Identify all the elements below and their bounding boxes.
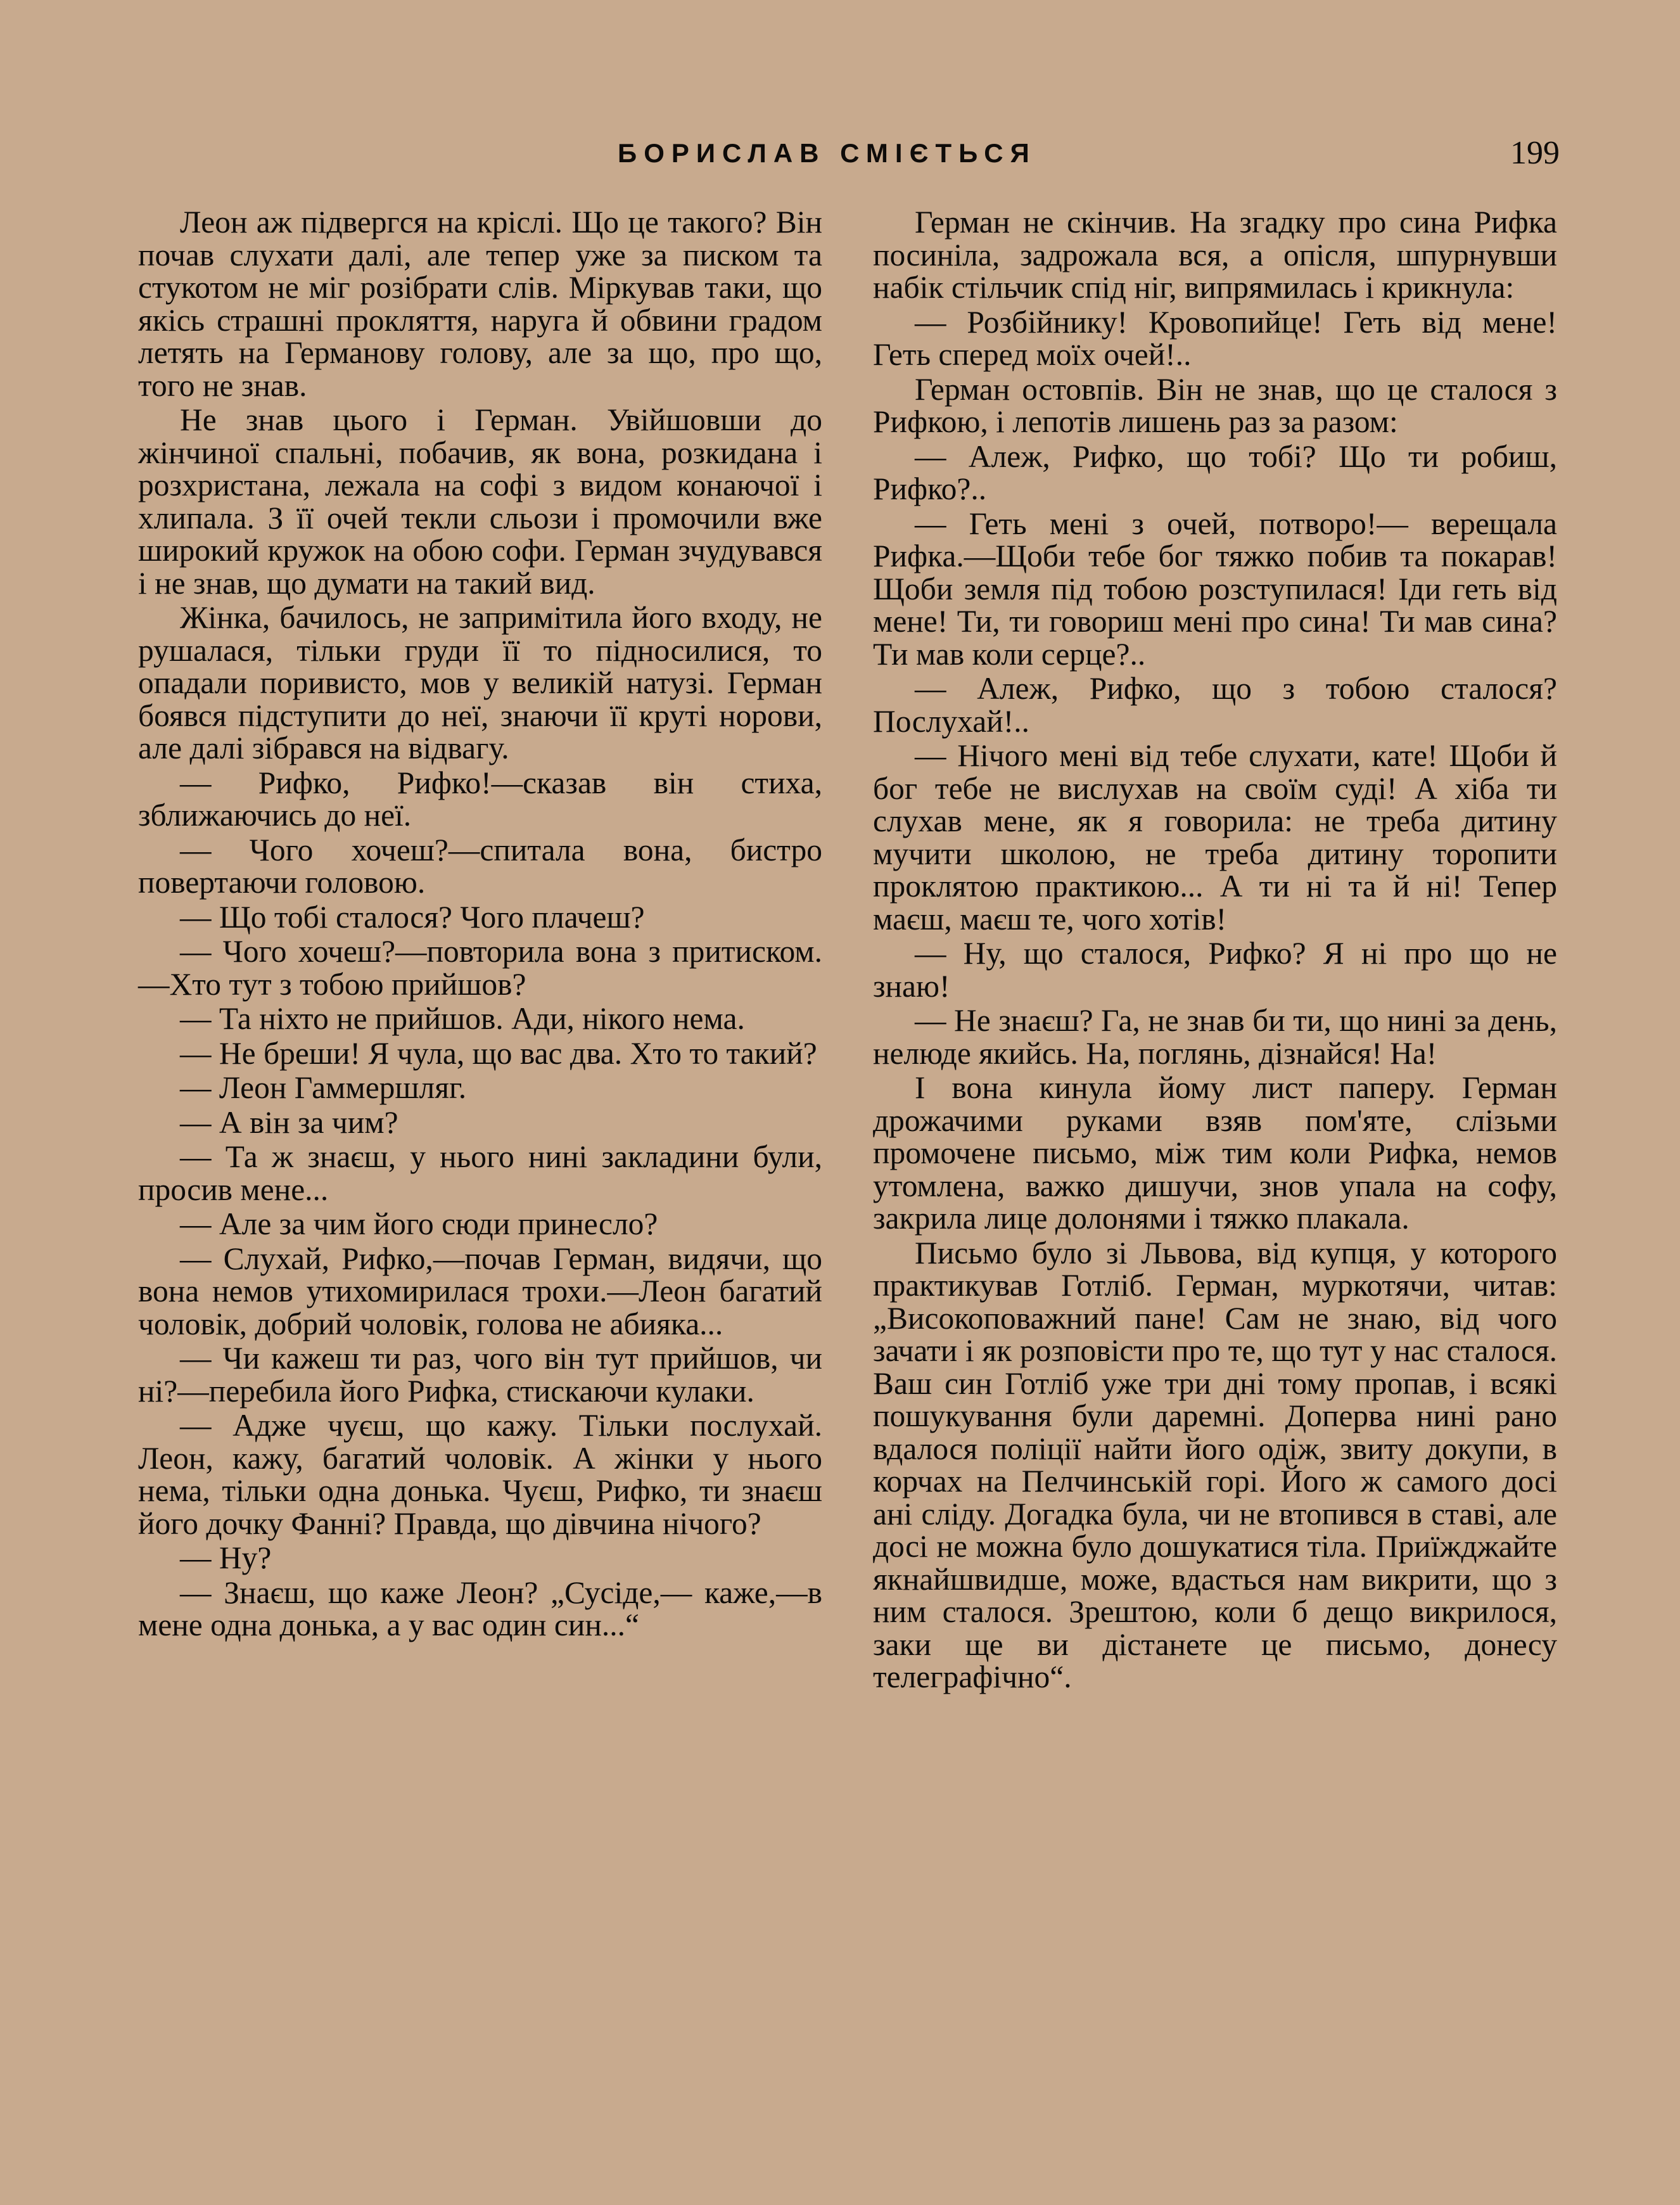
paragraph: — Нічого мені від тебе слухати, кате! Щоби й бог тебе не вислухав на своїм суді! А хіба ти слухав мене, як я говорила: не треба дитину мучити школою, не треба дитину торопити проклятою практикою... А ти ні та й ні! Тепер маєш, маєш те, чого хотів! bbox=[873, 738, 1557, 936]
paragraph: — Слухай, Рифко,—почав Герман, видячи, що вона немов утихомирилася трохи.—Леон багатий чоловік, добрий чоловік, голова не абияка... bbox=[138, 1241, 822, 1341]
paragraph: — Ну? bbox=[180, 1540, 272, 1575]
paragraph: — Геть мені з очей, потворо!— верещала Рифка.—Щоби тебе бог тяжко побив та покарав! Щоби земля під тобою розступилася! Іди геть від мене! Ти, ти говориш мені про сина! Ти мав сина? Ти мав коли серце?.. bbox=[873, 506, 1557, 672]
paragraph: Герман не скінчив. На згадку про сина Рифка посиніла, задрожала вся, а опісля, шпурнувши набік стільчик спід ніг, випрямилась і крикнула: bbox=[873, 205, 1557, 305]
page-number: 199 bbox=[1510, 135, 1560, 171]
paragraph: — А він за чим? bbox=[180, 1104, 398, 1140]
paragraph: — Чого хочеш?—спитала вона, бистро повертаючи головою. bbox=[138, 832, 822, 900]
paragraph: — Алеж, Рифко, що тобі? Що ти робиш, Рифко?.. bbox=[873, 438, 1557, 506]
paragraph: Леон аж підвергся на кріслі. Що це такого? Він почав слухати далі, але тепер уже за писком та стукотом не міг розібрати слів. Міркував таки, що якісь страшні прокляття, наруга й обвини градом летять на Германову голову, але за що, про що, того не знав. bbox=[138, 205, 822, 403]
right-column bbox=[873, 206, 1557, 1696]
paragraph: Жінка, бачилось, не запримітила його входу, не рушалася, тільки груди її то підносилися, то опадали поривисто, мов у великій натузі. Герман боявся підступити до неї, знаючи її круті норови, але далі зібрався на відвагу. bbox=[138, 600, 822, 765]
paragraph: Не знав цього і Герман. Увійшовши до жінчиної спальні, побачив, як вона, розкидана і розхристана, лежала на софі з видом конаючої і хлипала. З її очей текли сльози і промочили вже широкий кружок на обою софи. Герман зчудувався і не знав, що думати на такий вид. bbox=[138, 402, 822, 601]
paragraph: Письмо було зі Львова, від купця, у которого практикував Готліб. Герман, муркотячи, читав: „Високоповажний пане! Сам не знаю, від чого зачати і як розповісти про те, що тут у нас сталося. Ваш син Готліб уже три дні тому пропав, і всякі пошукування були даремні. Доперва нині рано вдалося поліції найти його одіж, звиту докупи, в корчах на Пелчинській горі. Його ж самого досі ані сліду. Догадка була, чи не втопився в ставі, але досі не можна було дошукатися тіла. Приїжджайте якнайшвидше, може, вдасться нам викрити, що з ним сталося. Зрештою, коли б дещо викрилося, заки ще ви дістанете це письмо, донесу телеграфічно“. bbox=[873, 1235, 1557, 1694]
left-column bbox=[138, 206, 822, 1644]
running-title: БОРИСЛАВ СМІЄТЬСЯ bbox=[618, 138, 1036, 168]
paragraph: — Не знаєш? Га, не знав би ти, що нині за день, нелюде якийсь. На, поглянь, дізнайся! На! bbox=[873, 1003, 1557, 1071]
paragraph: — Чого хочеш?—повторила вона з притиском.—Хто тут з тобою прийшов? bbox=[138, 934, 822, 1002]
paragraph: — Що тобі сталося? Чого плачеш? bbox=[180, 899, 645, 935]
paragraph: — Леон Гаммершляг. bbox=[180, 1070, 467, 1105]
paragraph: — Розбійнику! Кровопийце! Геть від мене! Геть спеpед моїх очей!.. bbox=[873, 304, 1557, 372]
paragraph: — Чи кажеш ти раз, чого він тут прийшов, чи ні?—перебила його Рифка, стискаючи кулаки. bbox=[138, 1341, 822, 1409]
paragraph: — Рифко, Рифко!—сказав він стиха, зближаючись до неї. bbox=[138, 765, 822, 833]
paragraph: — Адже чуєш, що кажу. Тільки послухай. Леон, кажу, багатий чоловік. А жінки у нього нема, тільки одна донька. Чуєш, Рифко, ти знаєш його дочку Фанні? Правда, що дівчина нічого? bbox=[138, 1408, 822, 1541]
paragraph: — Не бреши! Я чула, що вас два. Хто то такий? bbox=[180, 1035, 817, 1071]
paragraph: — Алеж, Рифко, що з тобою сталося? Послухай!.. bbox=[873, 671, 1557, 739]
paragraph: Герман остовпів. Він не знав, що це сталося з Рифкою, і лепотів лишень раз за разом: bbox=[873, 371, 1557, 439]
paragraph: — Ну, що сталося, Рифко? Я ні про що не знаю! bbox=[873, 936, 1557, 1004]
paragraph: І вона кинула йому лист паперу. Герман дрожачими руками взяв пом'яте, слізьми промочене письмо, між тим коли Рифка, немов утомлена, важко дишучи, знов упала на софу, закрила лице долонями і тяжко плакала. bbox=[873, 1070, 1557, 1236]
page-header bbox=[0, 135, 1680, 176]
paragraph: — Знаєш, що каже Леон? „Сусіде,— каже,—в мене одна донька, а у вас один син...“ bbox=[138, 1575, 822, 1642]
paragraph: — Але за чим його сюди принесло? bbox=[180, 1206, 658, 1241]
paragraph: — Та ніхто не прийшов. Ади, нікого нема. bbox=[180, 1001, 745, 1036]
paragraph: — Та ж знаєш, у нього нині закладини були, просив мене... bbox=[138, 1139, 822, 1207]
